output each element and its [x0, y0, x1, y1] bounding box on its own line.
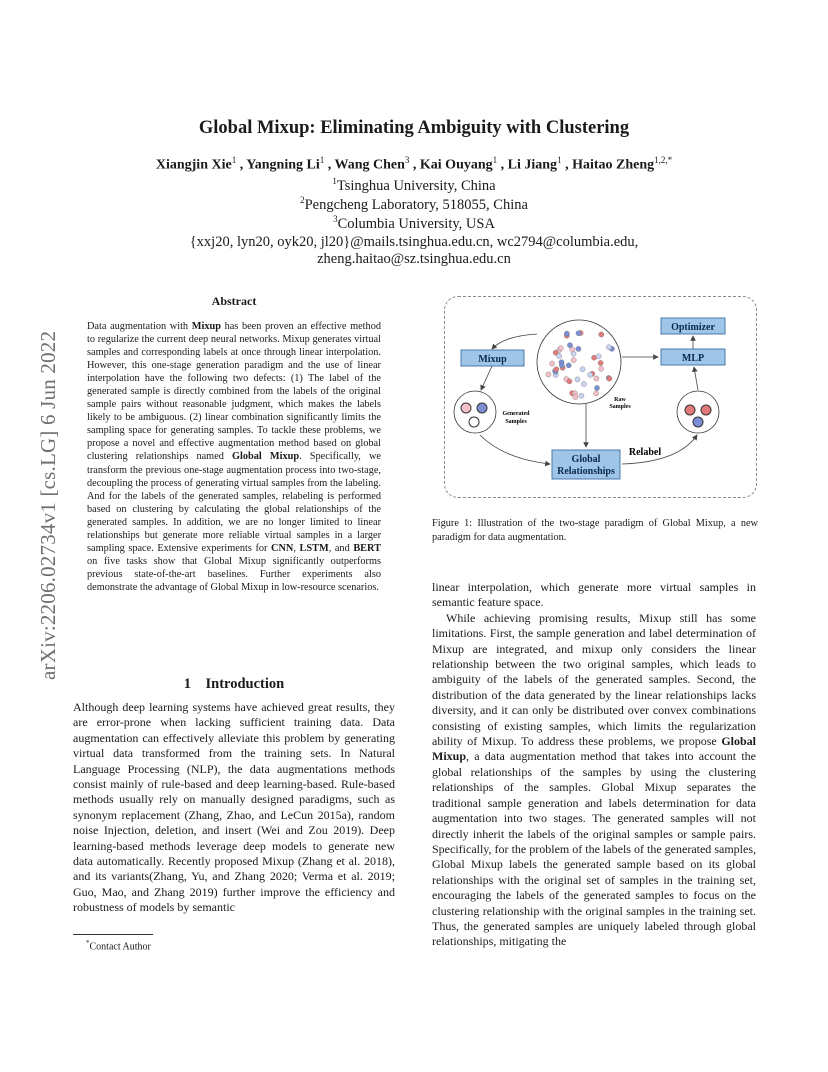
raw-sample-dot	[598, 360, 603, 365]
raw-sample-dot	[559, 363, 564, 368]
raw-sample-dot	[546, 372, 551, 377]
raw-sample-dot	[557, 353, 562, 358]
intro-paragraph: Although deep learning systems have achieved great results, they are error-prone when lacking sufficient training data. Data augmentation can effectively alleviate this problem by generating virtual data transformed from the training sets. In Natural Language Processing (NLP), the data augmentations methods consist mainly of rule-based and deep learning-based. Rule-based methods usually rely on manually designed paradigms, such as synonym replacement (Zhang, Zhao, and LeCun 2015a), random noise Injection, deletion, and insert (Wei and Zou 2019). Deep learning-based methods leverage deep models to generate new data automatically. Recently proposed Mixup (Zhang et al. 2018), and its variants(Zhang, Yu, and Zhang 2020; Verma et al. 2019; Guo, Mao, and Zhang 2019) further improve the efficiency and robustness of models by semantic	[73, 700, 395, 915]
mixup-label: Mixup	[478, 354, 507, 365]
raw-sample-dot	[558, 346, 563, 351]
raw-samples-label: Samples	[609, 404, 631, 410]
affil-text: Columbia University, USA	[337, 215, 495, 232]
raw-sample-dot	[599, 332, 604, 337]
author-affil-mark: 1,2,*	[654, 155, 673, 165]
affil-text: Pengcheng Laboratory, 518055, China	[304, 196, 528, 213]
raw-sample-dots	[546, 330, 615, 399]
raw-sample-dot	[607, 376, 612, 381]
raw-sample-dot	[599, 366, 604, 371]
author-affil-mark: 1	[231, 155, 237, 165]
raw-sample-dot	[571, 358, 576, 363]
footnote: *Contact Author	[86, 939, 151, 953]
raw-sample-dot	[576, 346, 581, 351]
raw-sample-dot	[554, 367, 559, 372]
abstract-body: Data augmentation with Mixup has been proven an effective method to regularize the current deep neural networks. Mixup generates virtual samples and corresponding labels at once through linear interpolation. However, this one-stage generation paradigm and the use of linear interpolation have the following two defects: (1) The label of the generated sample is directly combined from the labels of the original sample pairs without reasonable judgment, which makes the labels likely to be ambiguous. (2) linear combination significantly limits the sampling space for generating samples. To tackle these problems, we propose a novel and effective augmentation method based on global clustering relationships named Global Mixup. Specifically, we transform the previous one-stage augmentation process into two-stage, decoupling the process of generating virtual samples from the labeling. And for the labels of the generated samples, relabeling is performed based on clustering by calculating the global relationships of the generated samples. In addition, we are no longer limited to linear relationships but generate more reliable virtual samples in a larger sampling space. Extensive experiments for CNN, LSTM, and BERT on five tasks show that Global Mixup significantly outperforms previous state-of-the-art baselines. Further experiments also demonstrate the advantage of Global Mixup in low-resource scenarios.	[87, 321, 381, 593]
affil-text: Tsinghua University, China	[336, 177, 496, 194]
affil-mark: 2	[300, 195, 305, 205]
affiliation	[0, 195, 828, 214]
mlp-label: MLP	[681, 353, 705, 364]
generated-samples-label: Samples	[505, 419, 527, 425]
raw-sample-dot	[594, 376, 599, 381]
author-list: Xiangjin Xie$^1$ , Yangning Li$^1$ , Wang Chen$^3$ , Kai Ouyang$^1$ , Li Jiang$^1$ , Haitao Zheng$^{1,2,*}$	[155, 155, 673, 173]
optimizer-label: Optimizer	[671, 322, 715, 333]
author-affil-mark: 1	[557, 155, 562, 165]
affiliation	[0, 214, 828, 233]
raw-sample-dot	[567, 379, 572, 384]
author-affil-mark: 3	[404, 155, 410, 165]
relabel-label: Relabel	[628, 447, 662, 458]
footnote-rule	[73, 934, 153, 935]
raw-sample-dot	[573, 394, 578, 399]
email-line: {xxj20, lyn20, oyk20, jl20}@mails.tsinghua.edu.cn, wc2794@columbia.edu,	[189, 234, 639, 250]
raw-sample-dot	[579, 393, 584, 398]
raw-sample-dot	[588, 372, 593, 377]
raw-sample-dot	[566, 363, 571, 368]
author: Wang Chen	[334, 157, 405, 173]
affil-mark: 3	[333, 214, 338, 224]
raw-sample-dot	[606, 345, 611, 350]
affil-mark: 1	[332, 176, 337, 186]
raw-label: Raw	[614, 397, 626, 403]
relationships-label: Relationships	[557, 466, 615, 477]
raw-sample-dot	[576, 331, 581, 336]
author-affil-mark: 1	[319, 155, 325, 165]
raw-sample-dot	[580, 367, 585, 372]
paper-title: Global Mixup: Eliminating Ambiguity with Clustering	[198, 118, 630, 138]
figure-diagram	[444, 296, 757, 498]
author: Haitao Zheng	[572, 157, 655, 173]
generated-label: Generated	[502, 411, 530, 417]
raw-sample-dot	[596, 354, 601, 359]
author: Kai Ouyang	[419, 157, 493, 173]
affiliation	[0, 176, 828, 195]
right-column-text: linear interpolation, which generate more virtual samples in semantic feature space. While achieving promising results, Mixup still has some limitations. First, the sample generation and label determination of Mixup are integrated, and mixup only considers the linear relationship between the two original samples, which leads to ambiguity of the labels of the generated samples. Second, the distribution of the data generated by the linear relationships lacks diversity, and it can only be distributed over convex combinations consisting of existing samples, which limits the regularization ability of Mixup. To address these problems, we propose Global Mixup, a data augmentation method that takes into account the global relationships of the samples by using the clustering relationships of the samples. Global Mixup separates the traditional sample generation and labels determination for data augmentation into two stages. The generated samples will not directly inherit the labels of the original samples or sample pairs. Specifically, for the problem of the labels of the generated samples, Global Mixup labels the generated sample based on its global relationships with the original set of samples in the training set, encouraging the labels of the generated samples to focus on the clustering relationship with the original samples in the training set. Thus, the generated samples are uniquely labeled through global relationships, mitigating the	[432, 580, 756, 949]
raw-sample-dot	[564, 331, 569, 336]
abstract-heading: Abstract	[211, 294, 257, 308]
global-label: Global	[571, 454, 601, 465]
raw-sample-dot	[550, 361, 555, 366]
raw-sample-dot	[581, 381, 586, 386]
raw-sample-dot	[594, 391, 599, 396]
author: Yangning Li	[246, 157, 320, 173]
author: Li Jiang	[507, 157, 558, 173]
raw-sample-dot	[594, 385, 599, 390]
author-affil-mark: 1	[492, 155, 498, 165]
author: Xiangjin Xie	[155, 157, 232, 173]
email-line: zheng.haitao@sz.tsinghua.edu.cn	[317, 251, 511, 267]
section-heading-introduction: 1 Introduction	[183, 676, 285, 692]
raw-sample-dot	[592, 355, 597, 360]
raw-sample-dot	[575, 377, 580, 382]
figure-caption: Figure 1: Illustration of the two-stage paradigm of Global Mixup, a new paradigm for data augmentation.	[432, 518, 758, 543]
raw-sample-dot	[567, 343, 572, 348]
arxiv-identifier: arXiv:2206.02734v1 [cs.LG] 6 Jun 2022	[36, 330, 60, 680]
